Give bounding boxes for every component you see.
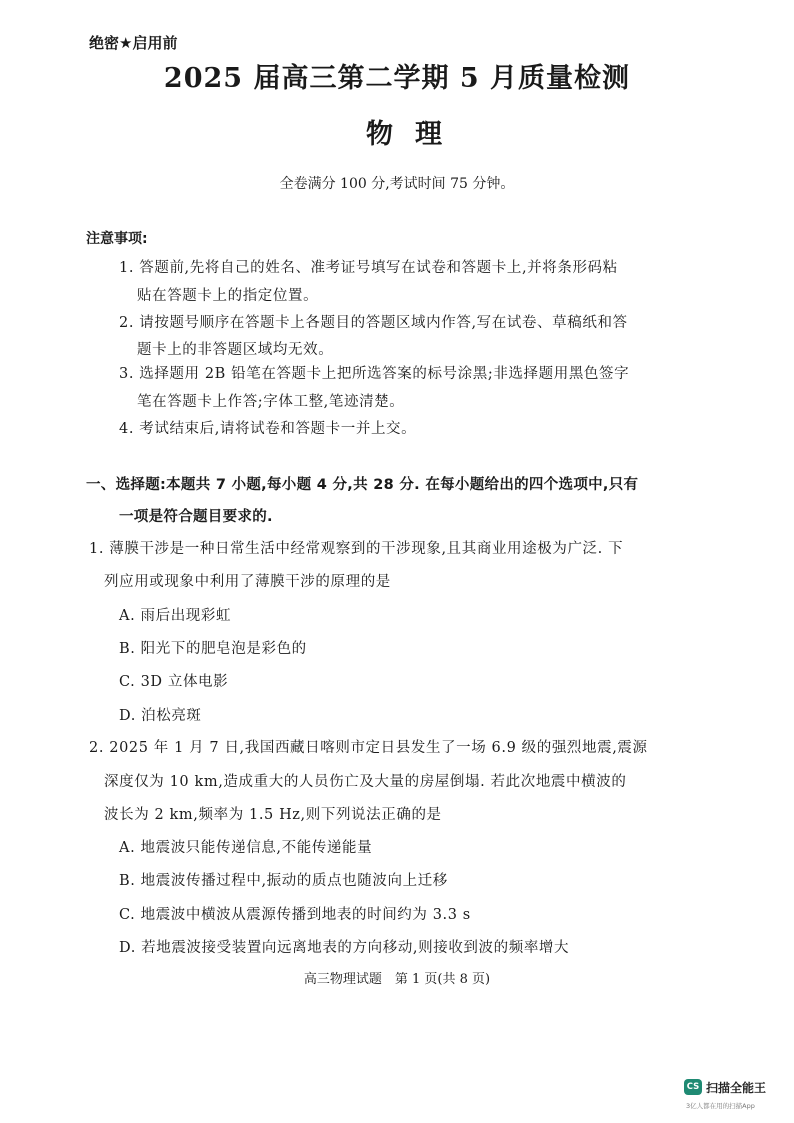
note-4: 4. 考试结束后,请将试卷和答题卡一并上交。 [119, 421, 417, 437]
subject-title: 物理 [366, 119, 464, 150]
exam-title: 2025 届高三第二学期 5 月质量检测 [163, 63, 631, 94]
q2-option-a: A. 地震波只能传递信息,不能传递能量 [119, 840, 373, 856]
camscanner-logo-icon: CS [684, 1079, 702, 1095]
note-1-line-1: 1. 答题前,先将自己的姓名、准考证号填写在试卷和答题卡上,并将条形码粘 [119, 260, 618, 276]
confidential-mark: 绝密★启用前 [89, 34, 178, 52]
section-heading-line-2: 一项是符合题目要求的. [119, 509, 273, 525]
q1-option-a: A. 雨后出现彩虹 [119, 608, 232, 624]
note-3-line-1: 3. 选择题用 2B 铅笔在答题卡上把所选答案的标号涂黑;非选择题用黑色签字 [119, 366, 630, 382]
q1-option-c: C. 3D 立体电影 [119, 674, 229, 690]
camscanner-tagline: 3亿人都在用的扫描App [686, 1102, 755, 1110]
q2-stem-line-3: 波长为 2 km,频率为 1.5 Hz,则下列说法正确的是 [104, 807, 442, 823]
page-footer: 高三物理试题 第 1 页(共 8 页) [303, 972, 491, 987]
note-1-line-2: 贴在答题卡上的指定位置。 [137, 288, 319, 304]
camscanner-name: 扫描全能王 [706, 1081, 767, 1095]
q2-stem-line-2: 深度仅为 10 km,造成重大的人员伤亡及大量的房屋倒塌. 若此次地震中横波的 [104, 774, 627, 790]
q1-option-d: D. 泊松亮斑 [119, 708, 202, 724]
note-2-line-1: 2. 请按题号顺序在答题卡上各题目的答题区域内作答,写在试卷、草稿纸和答 [119, 315, 628, 331]
q1-stem-line-1: 1. 薄膜干涉是一种日常生活中经常观察到的干涉现象,且其商业用途极为广泛. 下 [89, 541, 624, 557]
note-3-line-2: 笔在答题卡上作答;字体工整,笔迹清楚。 [137, 394, 405, 410]
q2-stem-line-1: 2. 2025 年 1 月 7 日,我国西藏日喀则市定日县发生了一场 6.9 级的强烈地震,震源 [89, 740, 648, 756]
q2-option-b: B. 地震波传播过程中,振动的质点也随波向上迁移 [119, 873, 448, 889]
note-2-line-2: 题卡上的非答题区域均无效。 [137, 342, 334, 358]
q1-option-b: B. 阳光下的肥皂泡是彩色的 [119, 641, 307, 657]
q2-option-d: D. 若地震波接受装置向远离地表的方向移动,则接收到波的频率增大 [119, 940, 570, 956]
score-info: 全卷满分 100 分,考试时间 75 分钟。 [279, 176, 515, 192]
notes-title: 注意事项: [86, 231, 148, 247]
q2-option-c: C. 地震波中横波从震源传播到地表的时间约为 3.3 s [119, 907, 471, 923]
section-heading-line-1: 一、选择题:本题共 7 小题,每小题 4 分,共 28 分. 在每小题给出的四个选项中,只有 [86, 477, 639, 493]
q1-stem-line-2: 列应用或现象中利用了薄膜干涉的原理的是 [104, 574, 391, 590]
